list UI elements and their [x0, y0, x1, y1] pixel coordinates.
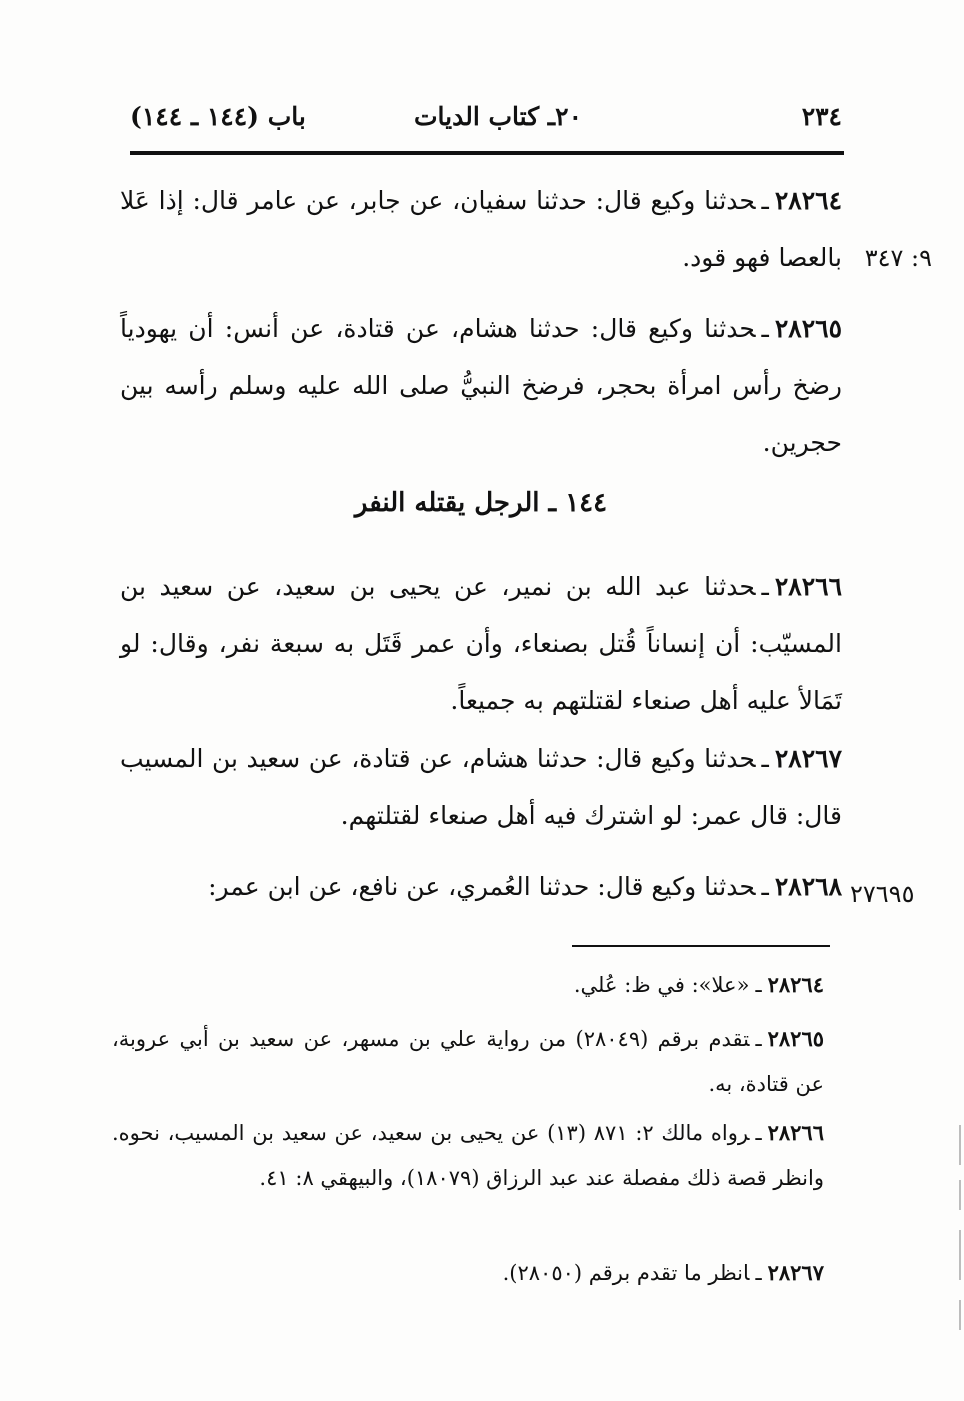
- entry-dash: ـ: [755, 973, 762, 997]
- hadith-text: حدثنا وكيع قال: حدثنا هشام، عن قتادة، عن أنس: أن يهودياً رضخ رأس امرأة بحجر، فرضخ النبيُّ صلى الله عليه وسلم رأسه بين حجرين.: [120, 314, 842, 457]
- book-title: ٢٠ـ كتاب الديات: [414, 102, 582, 131]
- margin-reference: ٢٧٦٩٥: [850, 880, 915, 908]
- scan-mark: [959, 1180, 961, 1210]
- entry-dash: ـ: [761, 572, 769, 601]
- chapter-range: باب (١٤٤ ـ ١٤٤): [130, 102, 306, 131]
- entry-dash: ـ: [755, 1121, 762, 1145]
- hadith-number: ٢٨٢٦٥: [774, 314, 842, 343]
- hadith-text: حدثنا وكيع قال: حدثنا العُمري، عن نافع، عن ابن عمر:: [208, 872, 756, 901]
- footnote-number: ٢٨٢٦٦: [767, 1120, 824, 1145]
- hadith-entry: [120, 730, 842, 844]
- footnote: [112, 1250, 824, 1296]
- entry-dash: ـ: [761, 872, 769, 901]
- hadith-number: ٢٨٢٦٨: [774, 872, 842, 901]
- footnote-number: ٢٨٢٦٤: [767, 972, 824, 997]
- hadith-entry: [120, 172, 842, 286]
- hadith-entry: [120, 558, 842, 729]
- hadith-entry: [120, 858, 842, 915]
- entry-dash: ـ: [755, 1027, 762, 1051]
- scan-mark: [959, 1125, 961, 1165]
- footnote: [112, 1016, 824, 1107]
- hadith-number: ٢٨٢٦٧: [774, 744, 842, 773]
- entry-dash: ـ: [761, 314, 769, 343]
- footnote: [112, 1110, 824, 1201]
- footnote-number: ٢٨٢٦٥: [767, 1026, 825, 1051]
- scan-mark: [959, 1300, 961, 1330]
- footnote-text: رواه مالك ٢: ٨٧١ (١٣) عن يحيى بن سعيد، عن سعيد بن المسيب، نحوه. وانظر قصة ذلك مفصلة عند عبد الرزاق (١٨٠٧٩)، والبيهقي ٨: ٤١.: [112, 1121, 824, 1190]
- margin-reference: ٩: ٣٤٧: [864, 244, 932, 272]
- page-header: [130, 102, 842, 142]
- entry-dash: ـ: [761, 744, 769, 773]
- footnote: [112, 962, 824, 1008]
- hadith-entry: [120, 300, 842, 471]
- hadith-text: حدثنا وكيع قال: حدثنا سفيان، عن جابر، عن عامر قال: إذا عَلا بالعصا فهو قود.: [120, 186, 842, 272]
- hadith-number: ٢٨٢٦٦: [774, 572, 842, 601]
- footnote-number: ٢٨٢٦٧: [767, 1260, 824, 1285]
- hadith-number: ٢٨٢٦٤: [774, 186, 842, 215]
- footnote-text: انظر ما تقدم برقم (٢٨٠٥٠).: [502, 1261, 750, 1285]
- footnote-text: تقدم برقم (٢٨٠٤٩) من رواية علي بن مسهر، عن سعيد بن أبي عروبة، عن قتادة، به.: [112, 1027, 824, 1096]
- footnote-rule: [572, 945, 830, 947]
- hadith-text: حدثنا وكيع قال: حدثنا هشام، عن قتادة، عن سعيد بن المسيب قال: قال عمر: لو اشترك فيه أهل صنعاء لقتلتهم.: [120, 744, 842, 830]
- entry-dash: ـ: [755, 1261, 762, 1285]
- entry-dash: ـ: [761, 186, 769, 215]
- page-number: ٢٣٤: [801, 102, 842, 131]
- footnote-text: «علا»: في ظ: عُلي.: [573, 973, 750, 997]
- scan-mark: [959, 1230, 961, 1280]
- section-heading: ١٤٤ ـ الرجل يقتله النفر: [354, 488, 608, 518]
- hadith-text: حدثنا عبد الله بن نمير، عن يحيى بن سعيد، عن سعيد بن المسيّب: أن إنساناً قُتل بصنعاء، وأن عمر قَتَل به سبعة نفر، وقال: لو تَمَالأ عليه أهل صنعاء لقتلتهم به جميعاً.: [120, 572, 842, 715]
- header-rule: [130, 151, 844, 155]
